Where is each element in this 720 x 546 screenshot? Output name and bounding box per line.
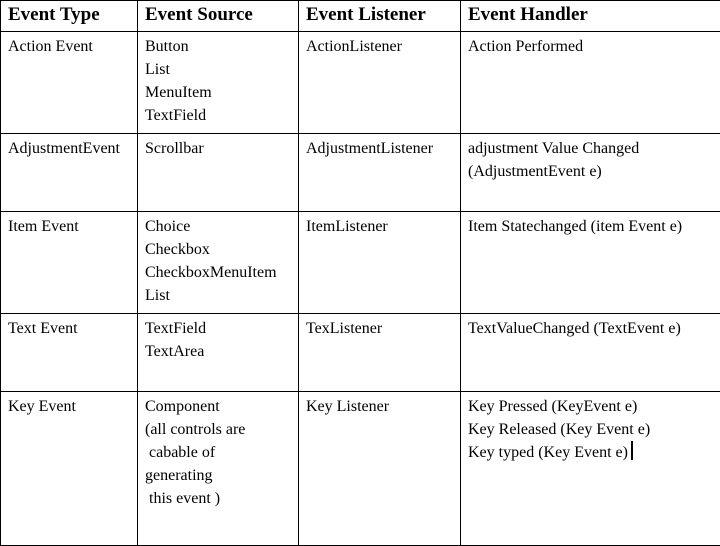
- source-line: cabable of: [145, 441, 292, 464]
- cell-event-type: Text Event: [1, 314, 138, 392]
- table-row: [1, 212, 720, 314]
- cell-event-source: [138, 314, 299, 392]
- cell-event-handler: [461, 134, 720, 212]
- cell-event-handler: [461, 212, 720, 314]
- handler-line: Key Pressed (KeyEvent e): [468, 395, 714, 418]
- cell-event-listener: AdjustmentListener: [299, 134, 461, 212]
- table-row: [1, 392, 720, 546]
- source-line: Component: [145, 395, 292, 418]
- cell-event-listener: ActionListener: [299, 32, 461, 134]
- cell-event-listener: Key Listener: [299, 392, 461, 546]
- handler-line: (AdjustmentEvent e): [468, 160, 714, 183]
- source-line: TextField: [145, 104, 292, 127]
- handler-line: TextValueChanged (TextEvent e): [468, 317, 714, 340]
- cell-event-handler: [461, 314, 720, 392]
- source-line: MenuItem: [145, 81, 292, 104]
- source-line: this event ): [145, 487, 292, 510]
- source-line: List: [145, 284, 292, 307]
- source-line: Choice: [145, 215, 292, 238]
- header-row: [1, 1, 720, 32]
- cell-event-type: Action Event: [1, 32, 138, 134]
- text-cursor: [631, 441, 633, 460]
- table-row: [1, 32, 720, 134]
- source-line: TextField: [145, 317, 292, 340]
- handler-line: adjustment Value Changed: [468, 137, 714, 160]
- source-line: Button: [145, 35, 292, 58]
- source-line: Checkbox: [145, 238, 292, 261]
- cell-event-source: [138, 212, 299, 314]
- source-line: (all controls are: [145, 418, 292, 441]
- cell-event-listener: ItemListener: [299, 212, 461, 314]
- handler-line: [468, 441, 714, 464]
- cell-event-type: AdjustmentEvent: [1, 134, 138, 212]
- cell-event-type: Key Event: [1, 392, 138, 546]
- cell-event-source: [138, 392, 299, 546]
- handler-line: Key Released (Key Event e): [468, 418, 714, 441]
- cell-event-handler: [461, 32, 720, 134]
- header-event-handler: Event Handler: [461, 1, 720, 32]
- table-row: [1, 134, 720, 212]
- handler-line: Item Statechanged (item Event e): [468, 215, 714, 238]
- cell-event-listener: TexListener: [299, 314, 461, 392]
- source-line: Scrollbar: [145, 137, 292, 160]
- table-row: [1, 314, 720, 392]
- cell-event-source: [138, 134, 299, 212]
- header-event-type: Event Type: [1, 1, 138, 32]
- source-line: List: [145, 58, 292, 81]
- cell-event-type: Item Event: [1, 212, 138, 314]
- handler-line-text: Key typed (Key Event e): [468, 444, 628, 461]
- source-line: TextArea: [145, 340, 292, 363]
- cell-event-source: [138, 32, 299, 134]
- handler-line: Action Performed: [468, 35, 714, 58]
- header-event-listener: Event Listener: [299, 1, 461, 32]
- source-line: generating: [145, 464, 292, 487]
- cell-event-handler: [461, 392, 720, 546]
- source-line: CheckboxMenuItem: [145, 261, 292, 284]
- header-event-source: Event Source: [138, 1, 299, 32]
